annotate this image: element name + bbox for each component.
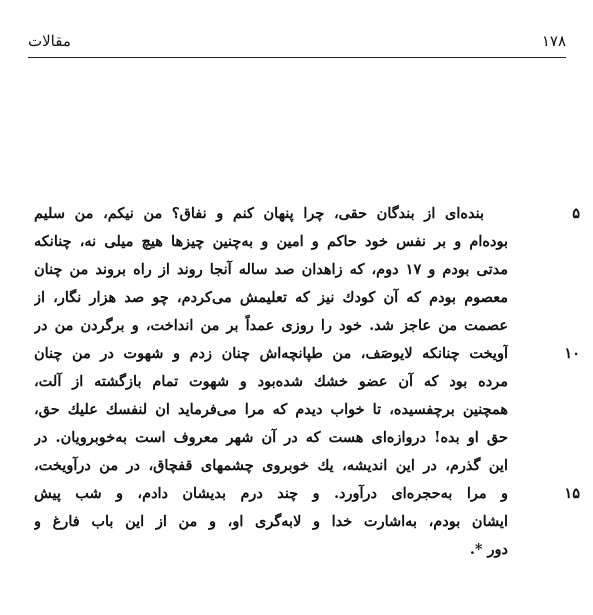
line-number <box>540 452 580 480</box>
running-title: مقالات <box>28 32 71 50</box>
text-line <box>12 340 580 368</box>
line-text: بوده‌ام و بر نفس خود حاکم و امین و به‌چنین چیزها هیچ میلی نه، چنانکه <box>34 233 508 250</box>
line-text: بنده‌ای از بندگان حقی، چرا پنهان کنم و نفاق؟ من نیکم، من سلیم <box>34 205 484 222</box>
line-number <box>540 424 580 452</box>
line-number <box>540 228 580 256</box>
line-number <box>540 284 580 312</box>
line-text: و مرا به‌حجره‌ای درآورد. و چند درم بدیشان دادم، و شب پیش <box>34 485 508 502</box>
text-line <box>12 424 580 452</box>
running-head <box>28 30 566 54</box>
line-number: ۵ <box>572 205 580 222</box>
text-line <box>12 508 580 536</box>
line-number <box>540 256 580 284</box>
text-line <box>12 312 580 340</box>
line-text: معصوم بودم که آن کودك نیز که تعلیمش می‌کردم، چو صد هزار نگار، از <box>34 289 508 306</box>
text-line <box>12 368 580 396</box>
line-text: عصمت من عاجز شد. خود را روزی عمداً بر من انداخت، و برگردن من در <box>34 317 508 334</box>
header-rule <box>28 57 566 58</box>
text-line <box>12 480 580 508</box>
page-number: ۱۷۸ <box>541 32 566 50</box>
line-number <box>540 312 580 340</box>
line-text: مرده بود که آن عضو خشك شده‌بود و شهوت تمام بازگشته از آلت، <box>34 373 508 390</box>
line-text: ایشان بودم، به‌اشارت خدا و لابه‌گری او، و من از این باب فارغ و <box>34 513 508 530</box>
line-text: این گذرم، در این اندیشه، یك خوبروی چشمهای قفچاق، در من درآویخت، <box>34 457 508 474</box>
line-number: ۱۰ <box>564 345 580 362</box>
line-number: ۱۵ <box>564 485 580 502</box>
text-line <box>12 452 580 480</box>
line-number <box>540 368 580 396</box>
line-text: همچنین برچفسیده، تا خواب دیدم که مرا می‌فرماید ان لنفسك علیك حق، <box>34 401 508 418</box>
text-line <box>12 536 580 564</box>
line-text: مدتی بودم و ۱۷ دوم، که زاهدان صد ساله آنجا روند از راه بروند من چنان <box>34 261 508 278</box>
line-number <box>540 396 580 424</box>
text-line <box>12 200 580 228</box>
line-text: حق او بده! دروازه‌ای هست که در آن شهر معروف است به‌خوبرویان. در <box>34 429 508 446</box>
body-text <box>12 200 580 564</box>
text-line <box>12 256 580 284</box>
line-text: دور *. <box>469 541 508 558</box>
text-line <box>12 284 580 312</box>
line-text: آویخت چنانکه لایوصَف، من طپانچه‌اش چنان زدم و شهوت در من چنان <box>34 345 508 362</box>
text-line <box>12 396 580 424</box>
line-number <box>540 536 580 564</box>
line-number <box>540 508 580 536</box>
text-line <box>12 228 580 256</box>
